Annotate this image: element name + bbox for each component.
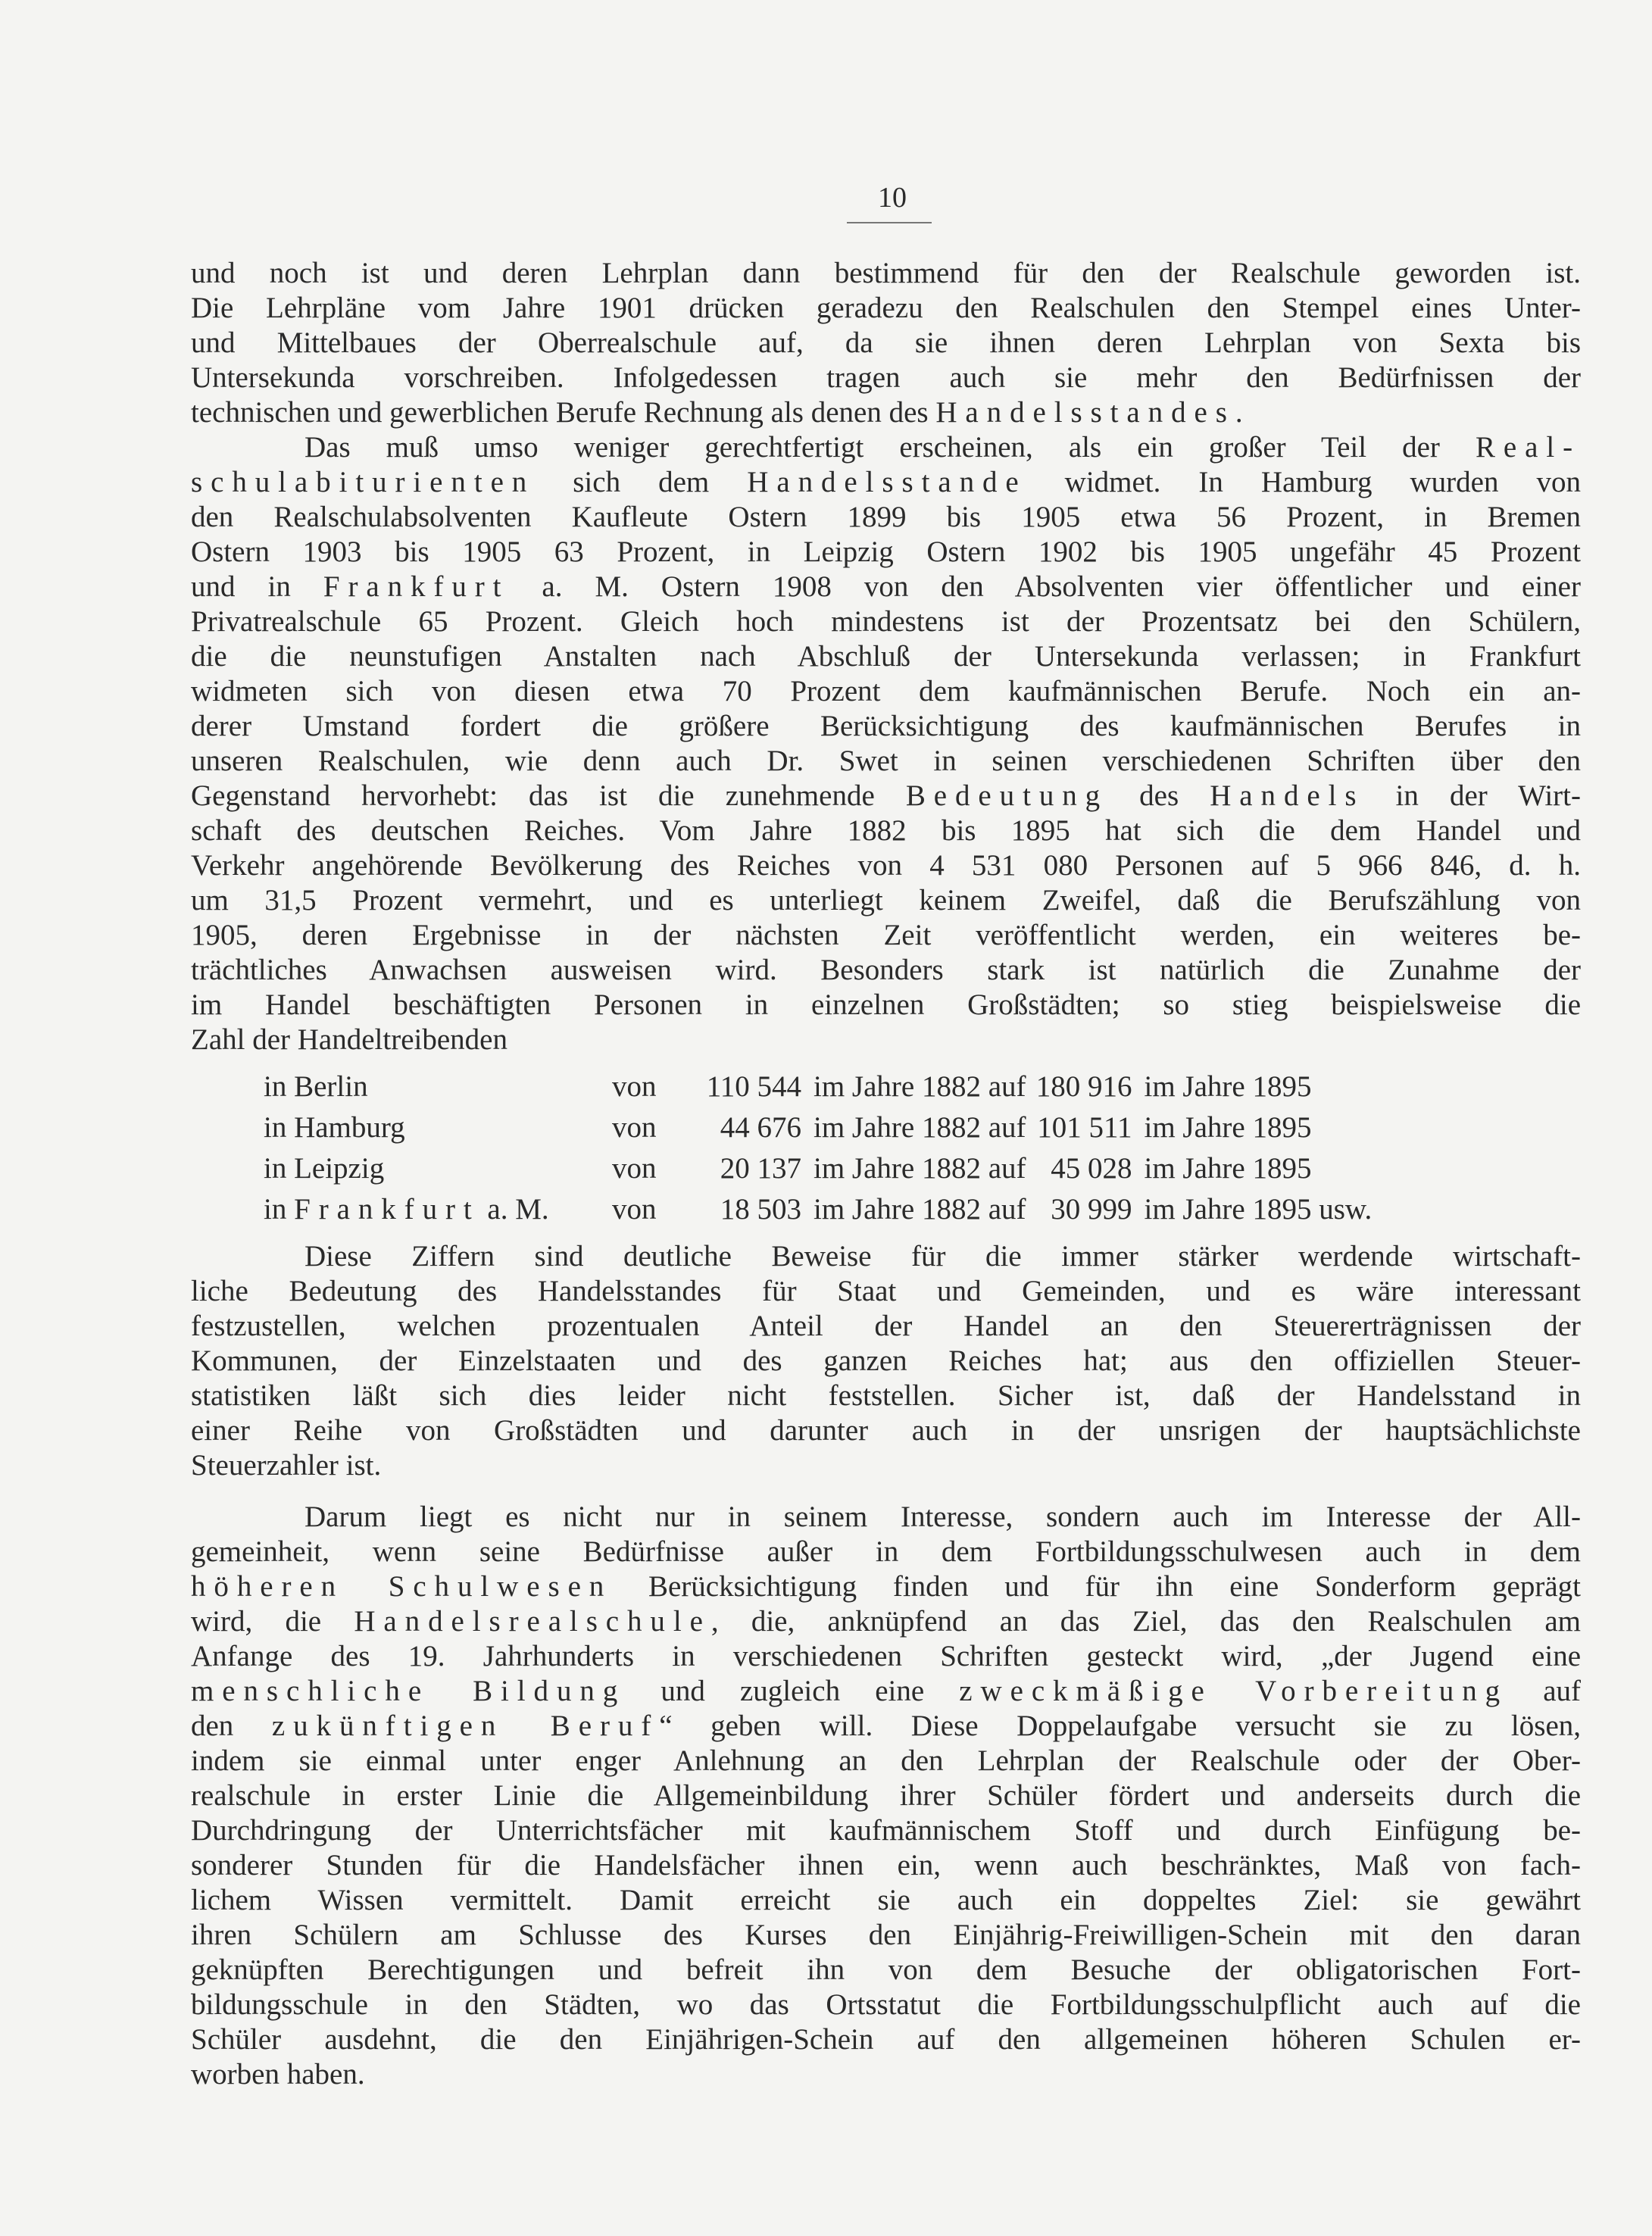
text-run: sich dem xyxy=(535,466,748,498)
paragraph-4 xyxy=(191,1500,1581,2092)
city-cell: in Berlin xyxy=(264,1070,368,1103)
text-line: festzustellen, welchen prozentualen Anteil der Handel an den Steuererträgnissen der xyxy=(191,1310,1581,1342)
value-1882-cell: 18 503 xyxy=(720,1193,801,1226)
value-1882-cell: 20 137 xyxy=(720,1152,801,1185)
spaced-emphasis: Frankfurt xyxy=(294,1193,480,1226)
text-line xyxy=(191,1709,1581,1744)
text-line xyxy=(191,1604,1581,1639)
text-line: indem sie einmal unter enger Anlehnung an den Lehrplan der Realschule oder der Ober- xyxy=(191,1744,1581,1777)
text-line: Verkehr angehörende Bevölkerung des Reiches von 4 531 080 Personen auf 5 966 846, d. h. xyxy=(191,849,1581,882)
text-run: widmet. In Hamburg wurden von xyxy=(1026,466,1581,498)
von-cell: von xyxy=(612,1152,657,1185)
text-line: Schüler ausdehnt, die den Einjährigen-Schein auf den allgemeinen höheren Schulen er- xyxy=(191,2023,1581,2056)
table-row xyxy=(191,1148,1379,1189)
text-run: Das muß umso weniger gerechtfertigt erscheinen, als ein großer Teil der xyxy=(304,431,1476,464)
table-row xyxy=(191,1189,1379,1230)
spaced-emphasis: Frankfurt xyxy=(323,570,510,603)
middle-cell: im Jahre 1882 auf xyxy=(814,1070,1026,1103)
text-line xyxy=(191,430,1581,465)
text-run: technischen und gewerblichen Berufe Rechnung als denen des xyxy=(191,396,936,429)
text-line: den Realschulabsolventen Kaufleute Ostern 1899 bis 1905 etwa 56 Prozent, in Bremen xyxy=(191,501,1581,533)
text-run: a. M. xyxy=(479,1193,549,1226)
text-line xyxy=(191,465,1581,500)
text-run: , die, anknüpfend an das Ziel, das den Realschulen am xyxy=(710,1605,1581,1638)
value-1895-cell: 45 028 xyxy=(1051,1152,1132,1185)
text-line: Kommunen, der Einzelstaaten und des ganzen Reiches hat; aus den offiziellen Steuer- xyxy=(191,1344,1581,1377)
text-line: Anfange des 19. Jahrhunderts in verschiedenen Schriften gesteckt wird, „der Jugend eine xyxy=(191,1640,1581,1672)
text-run: a. M. Ostern 1908 von den Absolventen vier öffentlicher und einer xyxy=(509,570,1581,603)
table-row xyxy=(191,1066,1379,1107)
text-line: worben haben. xyxy=(191,2058,365,2091)
text-run: in xyxy=(264,1193,295,1226)
von-cell: von xyxy=(612,1070,657,1103)
paragraph-1 xyxy=(191,256,1581,430)
end-cell: im Jahre 1895 xyxy=(1144,1070,1312,1103)
spaced-emphasis: zukünftigen Beruf xyxy=(271,1710,660,1742)
text-line: Durchdringung der Unterrichtsfächer mit kaufmännischem Stoff und durch Einfügung be- xyxy=(191,1814,1581,1847)
text-line xyxy=(191,1674,1581,1709)
text-line: einer Reihe von Großstädten und darunter auch in der unsrigen der hauptsächlichste xyxy=(191,1414,1581,1447)
text-line: die die neunstufigen Anstalten nach Abschluß der Untersekunda verlassen; in Frankfurt xyxy=(191,640,1581,673)
text-line: und Mittelbaues der Oberrealschule auf, da sie ihnen deren Lehrplan von Sexta bis xyxy=(191,326,1581,359)
text-line xyxy=(191,779,1581,814)
von-cell: von xyxy=(612,1111,657,1144)
spaced-emphasis: schulabiturienten xyxy=(191,466,536,498)
text-line: Darum liegt es nicht nur in seinem Interesse, sondern auch im Interesse der All- xyxy=(304,1501,1581,1533)
text-line xyxy=(191,395,1581,430)
text-line: sonderer Stunden für die Handelsfächer ihnen ein, wenn auch beschränktes, Maß von fach- xyxy=(191,1849,1581,1882)
text-line: Untersekunda vorschreiben. Infolgedessen tragen auch sie mehr den Bedürfnissen der xyxy=(191,361,1581,394)
middle-cell: im Jahre 1882 auf xyxy=(814,1111,1026,1144)
text-run: “ geben will. Diese Doppelaufgabe versucht sie zu lösen, xyxy=(659,1710,1582,1742)
text-line xyxy=(191,1569,1581,1604)
text-line: gemeinheit, wenn seine Bedürfnisse außer in dem Fortbildungsschulwesen auch in dem xyxy=(191,1535,1581,1568)
spaced-emphasis: menschliche Bildung xyxy=(191,1675,626,1707)
text-run: Berücksichtigung finden und für ihn eine Sonderform geprägt xyxy=(612,1570,1581,1603)
paragraph-gap xyxy=(191,1483,1581,1500)
table-row xyxy=(191,1107,1379,1148)
text-line: geknüpften Berechtigungen und befreit ihn von dem Besuche der obligatorischen Fort- xyxy=(191,1953,1581,1986)
city-cell: in Leipzig xyxy=(264,1152,385,1185)
text-run: in der Wirt- xyxy=(1364,779,1581,812)
text-line: Zahl der Handeltreibenden xyxy=(191,1023,507,1056)
value-1895-cell: 30 999 xyxy=(1051,1193,1132,1226)
middle-cell: im Jahre 1882 auf xyxy=(814,1152,1026,1185)
text-line: Ostern 1903 bis 1905 63 Prozent, in Leipzig Ostern 1902 bis 1905 ungefähr 45 Prozent xyxy=(191,536,1581,568)
text-run: wird, die xyxy=(191,1605,354,1638)
text-line: schaft des deutschen Reiches. Vom Jahre 1882 bis 1895 hat sich die dem Handel und xyxy=(191,814,1581,847)
text-run: auf xyxy=(1508,1675,1581,1707)
text-line: 1905, deren Ergebnisse in der nächsten Zeit veröffentlicht werden, ein weiteres be- xyxy=(191,919,1581,951)
text-line: Privatrealschule 65 Prozent. Gleich hoch mindestens ist der Prozentsatz bei den Schülern, xyxy=(191,605,1581,638)
value-1882-cell: 110 544 xyxy=(706,1070,801,1103)
text-line: um 31,5 Prozent vermehrt, und es unterliegt keinem Zweifel, daß die Berufszählung von xyxy=(191,884,1581,917)
text-line: Steuerzahler ist. xyxy=(191,1449,382,1482)
spaced-emphasis: Real- xyxy=(1475,431,1581,464)
spaced-emphasis: Bedeutung xyxy=(905,779,1109,812)
text-line: ihren Schülern am Schlusse des Kurses den Einjährig-Freiwilligen-Schein mit den daran xyxy=(191,1919,1581,1951)
text-line: im Handel beschäftigten Personen in einzelnen Großstädten; so stieg beispielsweise die xyxy=(191,988,1581,1021)
spaced-emphasis: Handelsrealschule xyxy=(354,1605,711,1638)
text-run: und in xyxy=(191,570,323,603)
spaced-emphasis: Handels xyxy=(1210,779,1365,812)
text-line: unseren Realschulen, wie denn auch Dr. Swet in seinen verschiedenen Schriften über den xyxy=(191,745,1581,777)
text-line: realschule in erster Linie die Allgemeinbildung ihrer Schüler fördert und anderseits durch die xyxy=(191,1779,1581,1812)
value-1895-cell: 101 511 xyxy=(1037,1111,1132,1144)
text-line xyxy=(191,570,1581,604)
von-cell: von xyxy=(612,1193,657,1226)
text-line: lichem Wissen vermittelt. Damit erreicht sie auch ein doppeltes Ziel: sie gewährt xyxy=(191,1884,1581,1916)
end-cell: im Jahre 1895 usw. xyxy=(1144,1193,1373,1226)
text-run: Gegenstand hervorhebt: das ist die zunehmende xyxy=(191,779,906,812)
page-number: 10 xyxy=(878,182,907,214)
paragraph-2 xyxy=(191,430,1581,1057)
page-number-rule xyxy=(847,222,932,223)
text-line: statistiken läßt sich dies leider nicht feststellen. Sicher ist, daß der Handelsstand in xyxy=(191,1379,1581,1412)
end-cell: im Jahre 1895 xyxy=(1144,1111,1312,1144)
spaced-emphasis: Handelsstande xyxy=(747,466,1027,498)
end-cell: im Jahre 1895 xyxy=(1144,1152,1312,1185)
text-run: den xyxy=(191,1710,272,1742)
text-line: und noch ist und deren Lehrplan dann bestimmend für den der Realschule geworden ist. xyxy=(191,257,1581,289)
spaced-emphasis: Handelsstandes. xyxy=(935,396,1251,429)
paragraph-3 xyxy=(191,1239,1581,1483)
middle-cell: im Jahre 1882 auf xyxy=(814,1193,1026,1226)
text-line: widmeten sich von diesen etwa 70 Prozent dem kaufmännischen Berufe. Noch ein an- xyxy=(191,675,1581,707)
spaced-emphasis: zweckmäßige Vorbereitung xyxy=(959,1675,1509,1707)
text-line: trächtliches Anwachsen ausweisen wird. Besonders stark ist natürlich die Zunahme der xyxy=(191,954,1581,986)
text-run: und zugleich eine xyxy=(626,1675,960,1707)
city-cell xyxy=(191,1189,612,1230)
text-run: des xyxy=(1108,779,1210,812)
text-line: derer Umstand fordert die größere Berücksichtigung des kaufmännischen Berufes in xyxy=(191,710,1581,742)
text-line: Die Lehrpläne vom Jahre 1901 drücken geradezu den Realschulen den Stempel eines Unter- xyxy=(191,292,1581,324)
text-line: liche Bedeutung des Handelsstandes für Staat und Gemeinden, und es wäre interessant xyxy=(191,1275,1581,1307)
statistics-table xyxy=(191,1066,1379,1230)
value-1882-cell: 44 676 xyxy=(720,1111,801,1144)
text-line: Diese Ziffern sind deutliche Beweise für die immer stärker werdende wirtschaft- xyxy=(304,1240,1581,1273)
spaced-emphasis: höheren Schulwesen xyxy=(191,1570,613,1603)
body-text xyxy=(191,256,1581,2092)
text-line: bildungsschule in den Städten, wo das Ortsstatut die Fortbildungsschulpflicht auch auf die xyxy=(191,1988,1581,2021)
value-1895-cell: 180 916 xyxy=(1035,1070,1132,1103)
city-cell: in Hamburg xyxy=(264,1111,405,1144)
